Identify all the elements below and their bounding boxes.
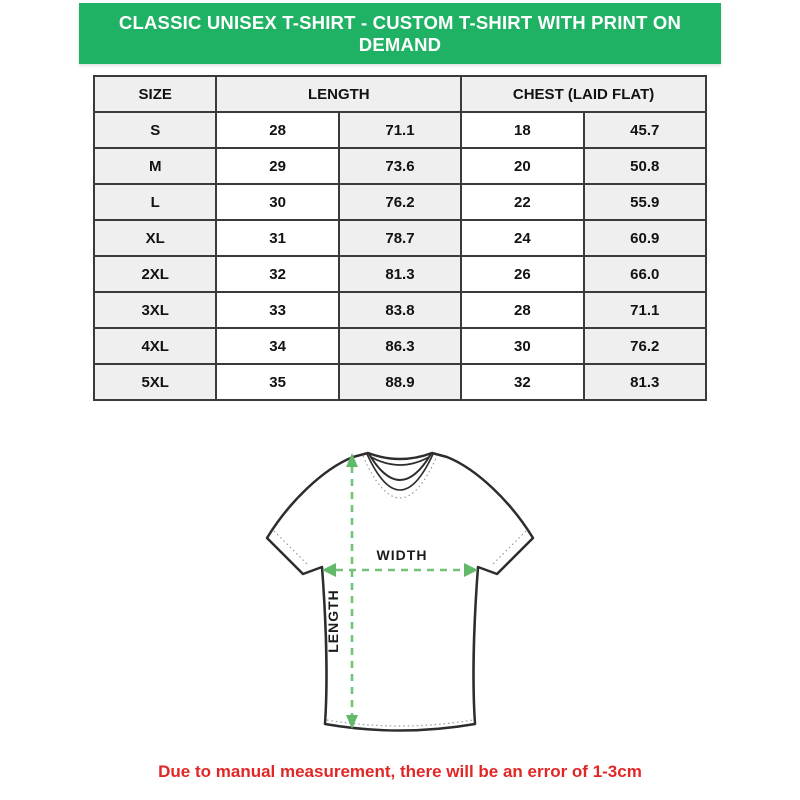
size-cell: 3XL [94, 292, 216, 328]
table-row [94, 112, 706, 148]
table-row [94, 364, 706, 400]
length-arrow-label: LENGTH [325, 589, 341, 653]
size-cell: 2XL [94, 256, 216, 292]
length-in-cell: 29 [216, 148, 338, 184]
chest-in-cell: 18 [461, 112, 583, 148]
length-in-cell: 31 [216, 220, 338, 256]
length-cm-cell: 83.8 [339, 292, 461, 328]
length-in-cell: 34 [216, 328, 338, 364]
chest-cm-cell: 45.7 [584, 112, 706, 148]
length-in-cell: 28 [216, 112, 338, 148]
table-row [94, 256, 706, 292]
length-in-cell: 33 [216, 292, 338, 328]
chest-cm-cell: 81.3 [584, 364, 706, 400]
length-cm-cell: 88.9 [339, 364, 461, 400]
size-cell: 4XL [94, 328, 216, 364]
chest-cm-cell: 66.0 [584, 256, 706, 292]
chest-in-cell: 28 [461, 292, 583, 328]
table-row [94, 148, 706, 184]
length-cm-cell: 78.7 [339, 220, 461, 256]
chest-cm-cell: 55.9 [584, 184, 706, 220]
chest-in-cell: 24 [461, 220, 583, 256]
header-chest: CHEST (LAID FLAT) [461, 76, 706, 112]
size-cell: S [94, 112, 216, 148]
chest-in-cell: 20 [461, 148, 583, 184]
length-cm-cell: 86.3 [339, 328, 461, 364]
width-arrow-label: WIDTH [376, 547, 428, 563]
table-row [94, 328, 706, 364]
size-chart-table [93, 75, 707, 401]
length-in-cell: 35 [216, 364, 338, 400]
length-cm-cell: 76.2 [339, 184, 461, 220]
tshirt-measurement-diagram [250, 440, 550, 750]
size-cell: 5XL [94, 364, 216, 400]
length-cm-cell: 73.6 [339, 148, 461, 184]
table-header-row [94, 76, 706, 112]
page-title: CLASSIC UNISEX T-SHIRT - CUSTOM T-SHIRT WITH PRINT ON DEMAND [118, 11, 682, 55]
length-in-cell: 32 [216, 256, 338, 292]
chest-cm-cell: 50.8 [584, 148, 706, 184]
length-cm-cell: 81.3 [339, 256, 461, 292]
table-row [94, 220, 706, 256]
chest-cm-cell: 71.1 [584, 292, 706, 328]
chest-in-cell: 32 [461, 364, 583, 400]
chest-in-cell: 30 [461, 328, 583, 364]
measurement-error-note: Due to manual measurement, there will be an error of 1-3cm [158, 762, 642, 781]
table-row [94, 184, 706, 220]
title-banner [79, 3, 721, 64]
table-row [94, 292, 706, 328]
tshirt-outline [267, 453, 533, 731]
chest-in-cell: 26 [461, 256, 583, 292]
chest-in-cell: 22 [461, 184, 583, 220]
size-cell: M [94, 148, 216, 184]
header-size: SIZE [94, 76, 216, 112]
length-cm-cell: 71.1 [339, 112, 461, 148]
chest-cm-cell: 76.2 [584, 328, 706, 364]
length-in-cell: 30 [216, 184, 338, 220]
header-length: LENGTH [216, 76, 461, 112]
size-cell: XL [94, 220, 216, 256]
size-cell: L [94, 184, 216, 220]
chest-cm-cell: 60.9 [584, 220, 706, 256]
